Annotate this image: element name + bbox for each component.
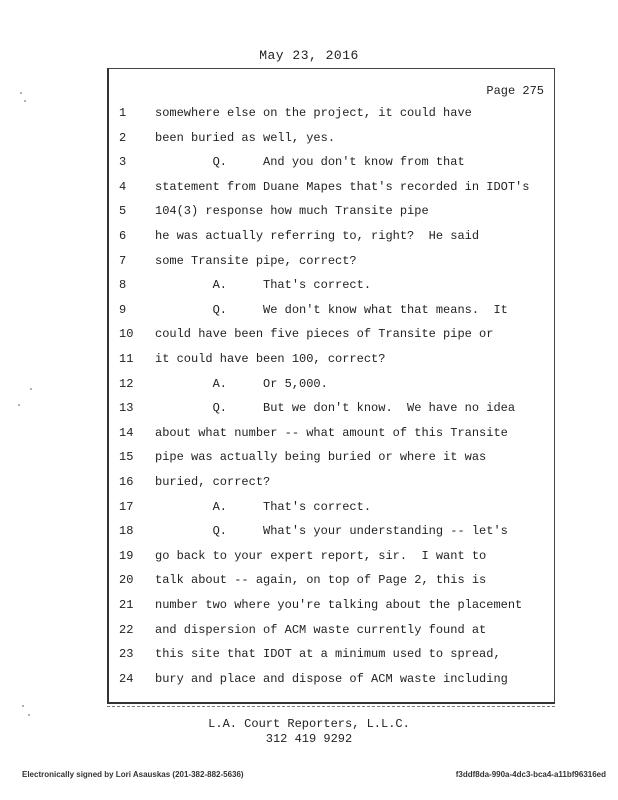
line-number: 17	[119, 499, 134, 514]
scan-speck	[20, 92, 22, 94]
transcript-line	[109, 131, 555, 155]
line-text: number two where you're talking about the placement	[155, 598, 523, 612]
line-text: Q. But we don't know. We have no idea	[155, 401, 516, 416]
transcript-line	[109, 647, 555, 671]
line-text: he was actually referring to, right? He said	[155, 229, 480, 243]
document-id: f3ddf8da-990a-4dc3-bca4-a11bf96316ed	[455, 770, 606, 779]
line-number: 8	[119, 278, 127, 293]
transcript-line	[109, 500, 555, 524]
scan-speck	[24, 100, 26, 102]
line-number: 23	[119, 647, 134, 662]
transcript-line	[109, 672, 555, 696]
line-number: 7	[119, 253, 127, 268]
line-text: could have been five pieces of Transite pipe or	[155, 327, 494, 342]
line-text: been buried as well, yes.	[155, 130, 336, 145]
reporter-name: L.A. Court Reporters, L.L.C.	[208, 717, 410, 731]
line-text: statement from Duane Mapes that's recorded in IDOT's	[155, 179, 530, 194]
frame-bottom-rule	[107, 706, 555, 707]
line-number: 4	[119, 179, 127, 194]
electronic-signature: Electronically signed by Lori Asauskas (201-382-882-5636)	[22, 770, 244, 779]
reporter-phone: 312 419 9292	[265, 732, 353, 746]
date-header: May 23, 2016	[259, 48, 359, 63]
line-number: 11	[119, 352, 134, 366]
transcript-line	[109, 623, 555, 647]
line-text: pipe was actually being buried or where it was	[155, 450, 487, 465]
line-text: 104(3) response how much Transite pipe	[155, 204, 429, 219]
line-number: 16	[119, 475, 134, 489]
transcript-line	[109, 180, 555, 204]
page-number: Page 275	[486, 84, 544, 98]
line-number: 10	[119, 327, 134, 342]
scan-speck	[28, 714, 30, 716]
scan-speck	[22, 705, 24, 707]
line-text: go back to your expert report, sir. I want to	[155, 548, 487, 563]
scan-speck	[30, 388, 32, 390]
line-text: this site that IDOT at a minimum used to spread,	[155, 647, 501, 662]
line-number: 18	[119, 524, 134, 539]
transcript-line	[109, 573, 555, 597]
line-text: and dispersion of ACM waste currently found at	[155, 622, 487, 637]
transcript-line	[109, 524, 555, 548]
line-number: 9	[119, 302, 127, 317]
line-text: somewhere else on the project, it could have	[155, 106, 472, 120]
transcript-line	[109, 106, 555, 130]
transcript-line	[109, 278, 555, 302]
line-number: 6	[119, 229, 127, 243]
line-number: 14	[119, 425, 134, 440]
line-text: Q. And you don't know from that	[155, 155, 465, 170]
transcript-line	[109, 377, 555, 401]
line-text: A. That's correct.	[155, 499, 372, 514]
transcript-line	[109, 450, 555, 474]
transcript-line	[109, 254, 555, 278]
line-text: it could have been 100, correct?	[155, 352, 386, 366]
line-text: about what number -- what amount of this Transite	[155, 425, 508, 440]
transcript-line	[109, 155, 555, 179]
line-number: 2	[119, 130, 127, 145]
transcript-line	[109, 401, 555, 425]
line-number: 3	[119, 155, 127, 170]
line-text: A. That's correct.	[155, 278, 372, 293]
line-number: 1	[119, 106, 127, 120]
transcript-line	[109, 598, 555, 622]
line-number: 12	[119, 376, 134, 391]
line-number: 13	[119, 401, 134, 416]
line-number: 20	[119, 573, 134, 588]
line-text: buried, correct?	[155, 475, 271, 489]
line-number: 15	[119, 450, 134, 465]
line-number: 22	[119, 622, 134, 637]
transcript-line	[109, 327, 555, 351]
transcript-line	[109, 475, 555, 499]
transcript-frame	[107, 68, 555, 704]
transcript-line	[109, 303, 555, 327]
line-number: 5	[119, 204, 127, 219]
line-number: 19	[119, 548, 134, 563]
line-text: some Transite pipe, correct?	[155, 253, 357, 268]
transcript-line	[109, 229, 555, 253]
line-number: 24	[119, 671, 134, 686]
scan-speck	[18, 404, 20, 406]
line-text: bury and place and dispose of ACM waste including	[155, 671, 508, 686]
transcript-line	[109, 352, 555, 376]
transcript-line	[109, 204, 555, 228]
transcript-line	[109, 549, 555, 573]
line-text: Q. What's your understanding -- let's	[155, 524, 508, 539]
line-text: A. Or 5,000.	[155, 376, 328, 391]
transcript-line	[109, 426, 555, 450]
line-text: talk about -- again, on top of Page 2, this is	[155, 573, 487, 588]
line-text: Q. We don't know what that means. It	[155, 302, 508, 317]
line-number: 21	[119, 598, 134, 612]
